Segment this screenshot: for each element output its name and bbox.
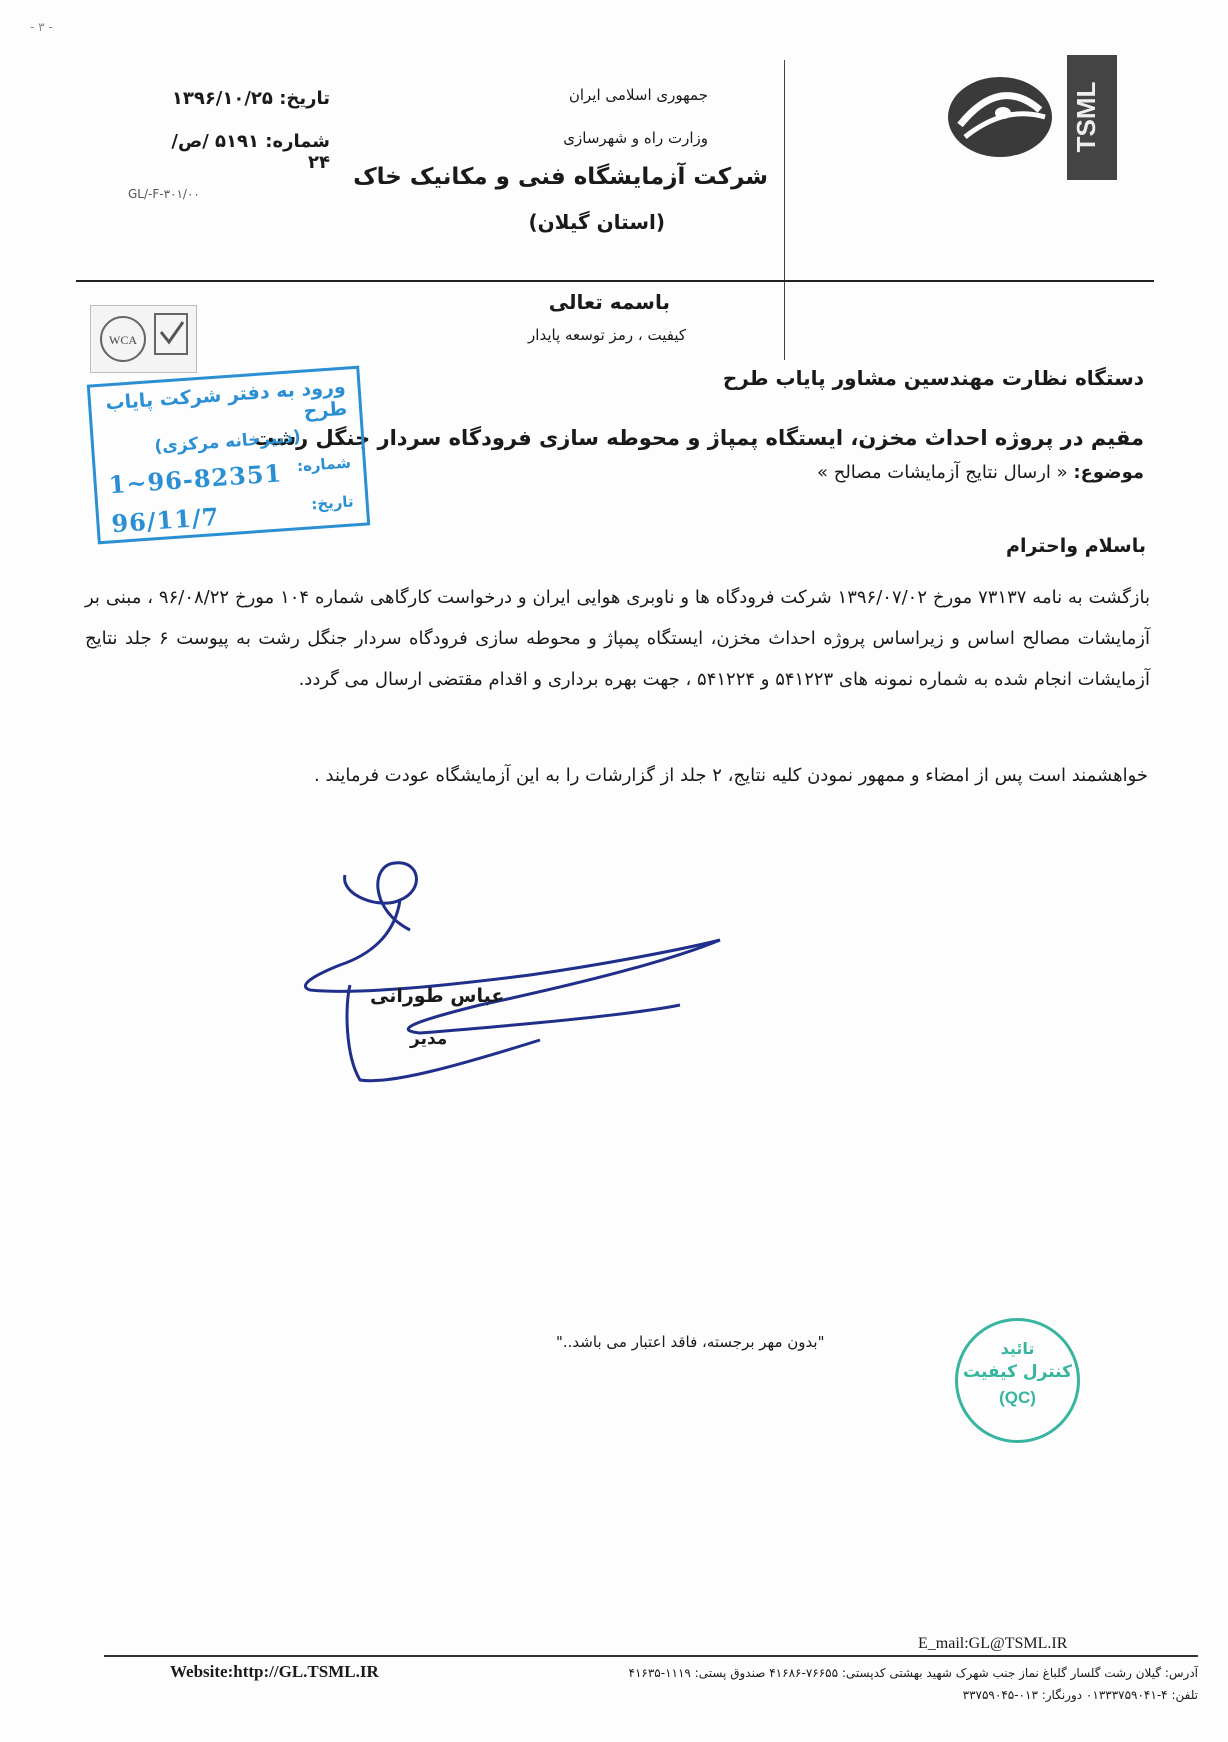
stamp-date-value: 96/11/7 <box>110 501 221 539</box>
footer-phones: تلفن: ۴-۰۱۳۳۳۷۵۹۰۴۱ دورنگار: ۰۱۳-۳۳۷۵۹۰۴۵ <box>962 1688 1198 1702</box>
cert-text: WCA <box>109 333 137 347</box>
addressee: دستگاه نظارت مهندسین مشاور پایاب طرح <box>722 366 1144 390</box>
header-province: (استان گیلان) <box>528 210 665 234</box>
project-line: مقیم در پروژه احداث مخزن، ایستگاه پمپاژ و محوطه سازی فرودگاه سردار جنگل رشت <box>253 426 1144 450</box>
receipt-stamp <box>87 366 370 545</box>
number-value: ۵۱۹۱ /ص/۲۴ <box>171 131 330 173</box>
motto: کیفیت ، رمز توسعه پایدار <box>528 326 686 344</box>
stamp-date-label: تاریخ: <box>310 492 355 514</box>
subject-label: موضوع: <box>1073 462 1144 483</box>
header-divider-vertical <box>784 60 785 360</box>
body-paragraph: بازگشت به نامه ۷۳۱۳۷ مورخ ۱۳۹۶/۰۷/۰۲ شرکت فرودگاه ها و ناوبری هوایی ایران و درخواست کارگاهی شماره ۱۰۴ مورخ ۹۶/۰۸/۲۲ ، مبنی بر آزمایشات مصالح اساس و زیراساس پروژه احداث مخزن، ایستگاه پمپاژ و محوطه سازی فرودگاه سردار جنگل رشت به پیوست ۶ جلد نتایج آزمایشات انجام شده به شماره نمونه های ۵۴۱۲۲۳ و ۵۴۱۲۲۴ ، جهت بهره برداری و اقدام مقتضی ارسال می گردد. <box>85 587 1150 690</box>
header-republic: جمهوری اسلامی ایران <box>568 86 708 104</box>
qc-stamp <box>955 1318 1080 1443</box>
letter-number <box>150 131 330 173</box>
subject-value: « ارسال نتایج آزمایشات مصالح » <box>816 462 1068 483</box>
basmala: باسمه تعالی <box>548 290 670 314</box>
qc-label: کنترل کیفیت <box>962 1362 1072 1382</box>
footer-divider <box>104 1655 1198 1657</box>
stamp-number-value: 1~96-82351 <box>107 458 284 500</box>
number-label: شماره: <box>265 131 330 152</box>
form-code: GL/-F-۳۰۱/۰۰ <box>128 187 200 201</box>
body-paragraph-request: خواهشمند است پس از امضاء و ممهور نمودن کلیه نتایج، ۲ جلد از گزارشات را به این آزمایشگاه عودت فرمایند . <box>314 765 1148 786</box>
stamp-title: ورود به دفتر شرکت پایاب طرح <box>104 375 348 423</box>
qc-abbrev: (QC) <box>999 1388 1036 1407</box>
header-ministry: وزارت راه و شهرسازی <box>563 129 708 147</box>
greeting: باسلام واحترام <box>1006 535 1146 557</box>
footer-website: Website:http://GL.TSML.IR <box>170 1662 379 1681</box>
logo-text: TSML <box>1071 81 1101 153</box>
header-company: شرکت آزمایشگاه فنی و مکانیک خاک <box>353 164 768 190</box>
signature-scribble <box>300 855 740 1095</box>
certification-badge <box>90 305 197 373</box>
subject-line <box>817 462 1144 483</box>
footer-email: E_mail:GL@TSML.IR <box>918 1635 1068 1652</box>
qc-approve: تائید <box>1000 1339 1035 1358</box>
header-divider <box>76 280 1154 282</box>
stamp-subtitle: (دبیرخانه مرکزی) <box>153 426 302 458</box>
date-label: تاریخ: <box>279 88 330 109</box>
footer-address: آدرس: گیلان رشت گلسار گلباغ نماز جنب شهرک شهید بهشتی کدپستی: ۷۶۶۵۵-۴۱۶۸۶ صندوق پستی: ۱۱۱۹-۴۱۶۳۵ <box>628 1666 1198 1680</box>
stamp-number-row <box>108 454 352 500</box>
validity-note: "بدون مهر برجسته، فاقد اعتبار می باشد.." <box>556 1333 825 1351</box>
corner-marks: - ٣ - <box>30 20 53 34</box>
letter-date <box>150 88 330 109</box>
signer-name: عباس طورانی <box>370 985 505 1007</box>
stamp-date-row <box>111 492 355 538</box>
stamp-number-label: شماره: <box>296 453 352 476</box>
date-value: ۱۳۹۶/۱۰/۲۵ <box>171 88 273 109</box>
tsml-logo <box>945 55 1123 180</box>
signer-title: مدیر <box>410 1029 448 1049</box>
